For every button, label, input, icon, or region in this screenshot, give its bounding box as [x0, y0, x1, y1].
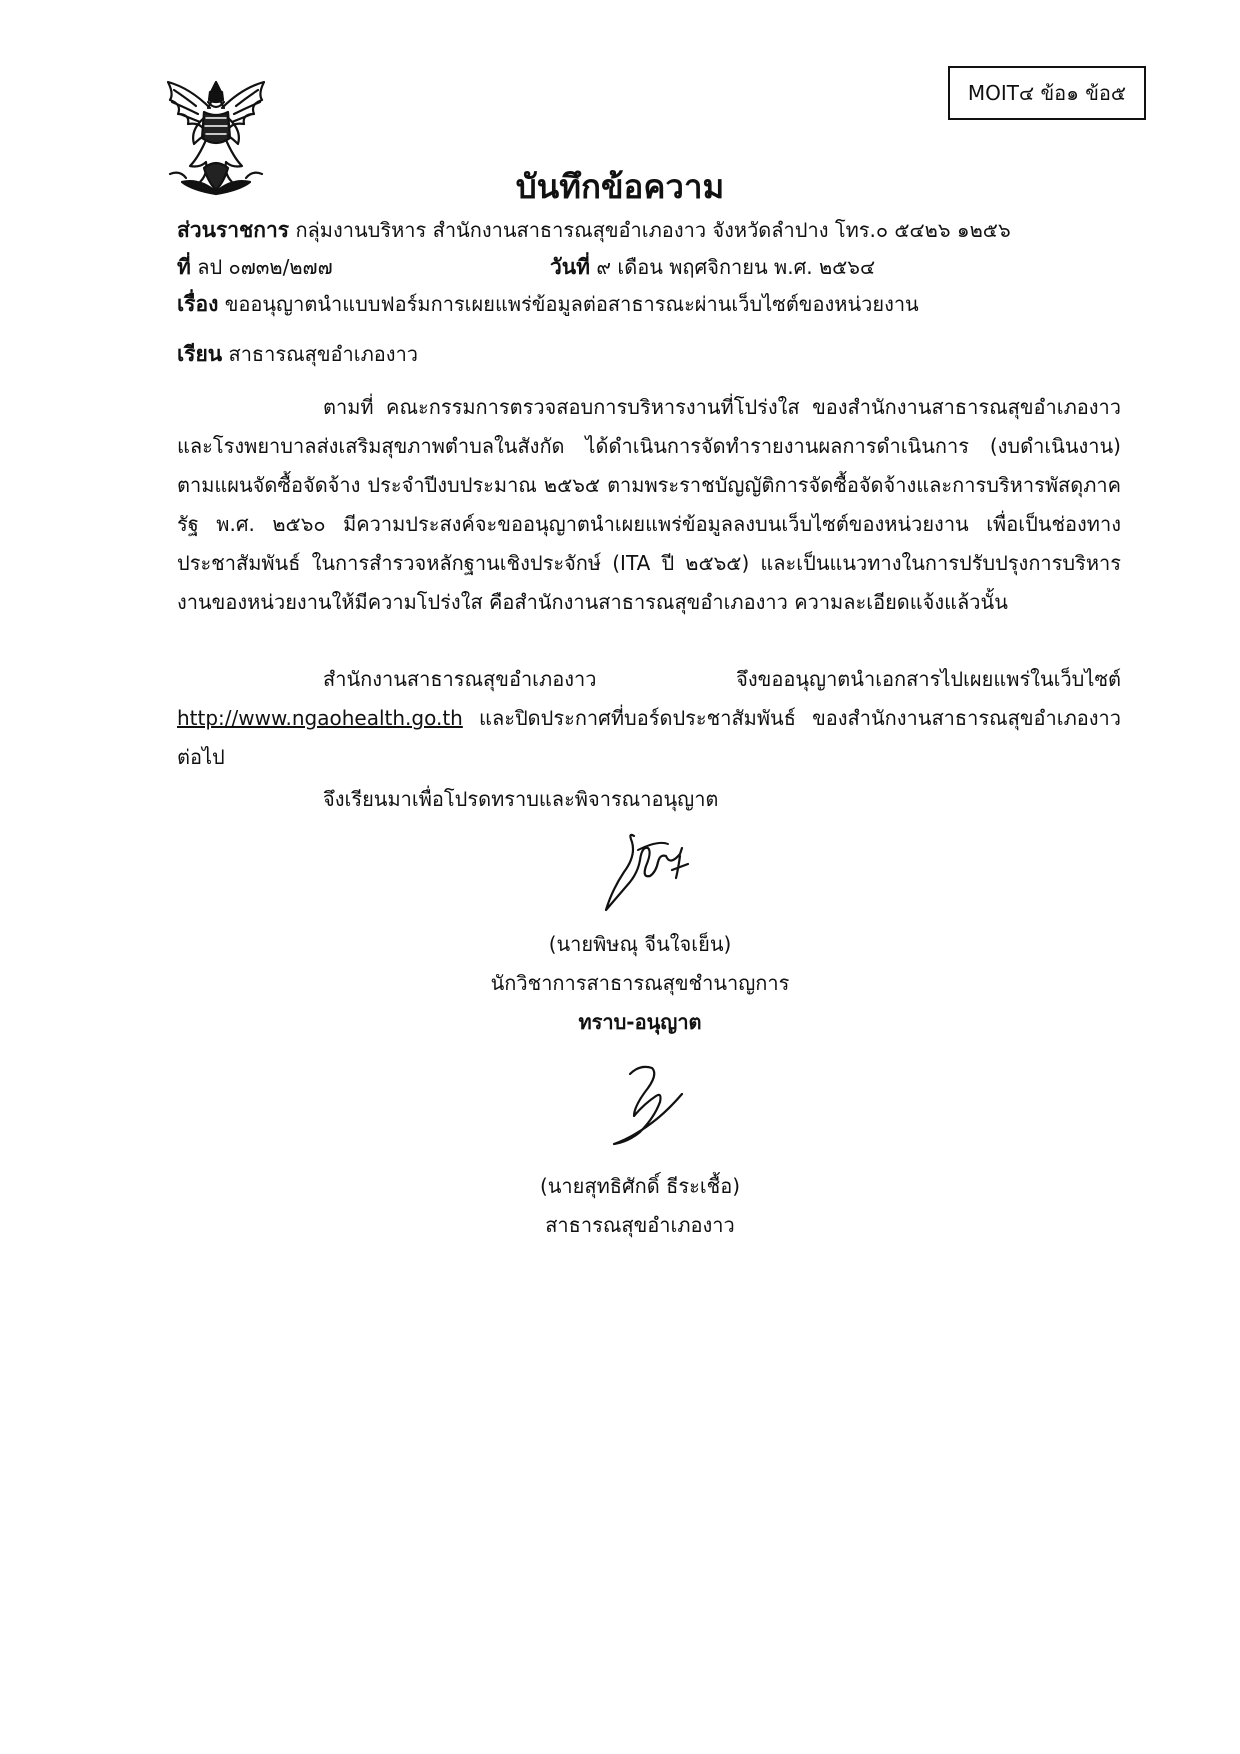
- date-line: [550, 251, 875, 284]
- agency-line: [177, 214, 1011, 247]
- salutation-value: สาธารณสุขอำเภองาว: [228, 342, 419, 366]
- body-paragraph-1: [177, 388, 1121, 622]
- agency-label: ส่วนราชการ: [177, 218, 290, 242]
- reference-value: ลป ๐๗๓๒/๒๗๗: [197, 255, 333, 279]
- body-paragraph-1-text: ตามที่ คณะกรรมการตรวจสอบการบริหารงานที่โปร่งใส ของสำนักงานสาธารณสุขอำเภองาวและโรงพยาบาลส่งเสริมสุขภาพตำบลในสังกัด ได้ดำเนินการจัดทำรายงานผลการดำเนินการ (งบดำเนินงาน) ตามแผนจัดซื้อจัดจ้าง ประจำปีงบประมาณ ๒๕๖๕ ตามพระราชบัญญัติการจัดซื้อจัดจ้างและการบริหารพัสดุภาครัฐ พ.ศ. ๒๕๖๐ มีความประสงค์จะขออนุญาตนำเผยแพร่ข้อมูลลงบนเว็บไซต์ของหน่วยงาน เพื่อเป็นช่องทางประชาสัมพันธ์ ในการสำรวจหลักฐานเชิงประจักษ์ (ITA ปี ๒๕๖๕) และเป็นแนวทางในการปรับปรุงการบริหารงานของหน่วยงานให้มีความโปร่งใส คือสำนักงานสาธารณสุขอำเภองาว ความละเอียดแจ้งแล้วนั้น: [177, 395, 1121, 614]
- salutation-line: [177, 338, 418, 371]
- signer-1-position: นักวิชาการสาธารณสุขชำนาญการ: [490, 971, 790, 995]
- closing-text: จึงเรียนมาเพื่อโปรดทราบและพิจารณาอนุญาต: [323, 787, 719, 811]
- signature-1-icon: [598, 826, 702, 914]
- signer-2-position: สาธารณสุขอำเภองาว: [545, 1213, 735, 1237]
- form-code-box: [948, 66, 1146, 120]
- salutation-label: เรียน: [177, 342, 223, 366]
- date-value: ๙ เดือน พฤศจิกายน พ.ศ. ๒๕๖๔: [596, 255, 876, 279]
- reference-label: ที่: [177, 255, 191, 279]
- body-paragraph-2: [177, 660, 1121, 777]
- document-title: บันทึกข้อความ: [515, 167, 725, 206]
- reference-number-line: [177, 251, 333, 284]
- body-paragraph-2-end: และปิดประกาศที่บอร์ดประชาสัมพันธ์ ของสำนักงานสาธารณสุขอำเภองาว ต่อไป: [177, 706, 1121, 769]
- subject-label: เรื่อง: [177, 292, 219, 316]
- signer-2-name: (นายสุทธิศักดิ์ ธีระเชื้อ): [539, 1174, 741, 1198]
- subject-line: [177, 288, 919, 321]
- subject-value: ขออนุญาตนำแบบฟอร์มการเผยแพร่ข้อมูลต่อสาธารณะผ่านเว็บไซต์ของหน่วยงาน: [224, 292, 919, 316]
- closing-line: [323, 783, 718, 815]
- signer-1-name: (นายพิษณุ จีนใจเย็น): [548, 932, 732, 956]
- agency-value: กลุ่มงานบริหาร สำนักงานสาธารณสุขอำเภองาว จังหวัดลำปาง โทร.๐ ๕๔๒๖ ๑๒๕๖: [295, 218, 1011, 242]
- date-label: วันที่: [550, 255, 590, 279]
- website-link[interactable]: http://www.ngaohealth.go.th: [177, 706, 463, 730]
- approval-text: ทราบ-อนุญาต: [578, 1010, 702, 1034]
- form-code-text: MOIT๔ ข้อ๑ ข้อ๕: [967, 81, 1127, 105]
- body-paragraph-2-start: สำนักงานสาธารณสุขอำเภองาว จึงขออนุญาตนำเอกสารไปเผยแพร่ในเว็บไซต์: [323, 667, 1121, 691]
- signature-2-icon: [600, 1060, 690, 1152]
